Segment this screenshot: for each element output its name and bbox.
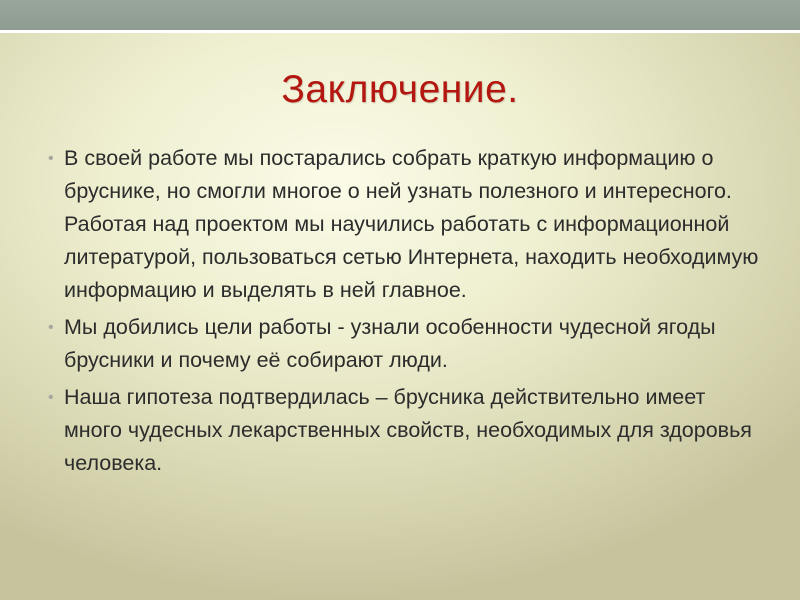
bullet-icon: •	[48, 389, 54, 406]
bullet-item	[48, 311, 766, 377]
bullet-text: В своей работе мы постарались собрать краткую информацию о бруснике, но смогли многое о ней узнать полезного и интересного. Работая над проектом мы научились работать с информационной литературой, пользоваться сетью Интернета, находить необходимую информацию и выделять в ней главное.	[64, 146, 759, 302]
bullet-item	[48, 381, 766, 480]
bullet-icon: •	[48, 319, 54, 336]
bullet-icon: •	[48, 150, 54, 167]
slide-title: Заключение.	[281, 68, 519, 111]
bullet-text: Наша гипотеза подтвердилась – брусника действительно имеет много чудесных лекарственных свойств, необходимых для здоровья человека.	[64, 385, 752, 475]
header-divider	[0, 30, 800, 33]
bullet-list	[48, 142, 766, 484]
header-band	[0, 0, 800, 30]
bullet-text: Мы добились цели работы - узнали особенности чудесной ягоды брусники и почему её собирают люди.	[64, 315, 716, 372]
bullet-item	[48, 142, 766, 307]
